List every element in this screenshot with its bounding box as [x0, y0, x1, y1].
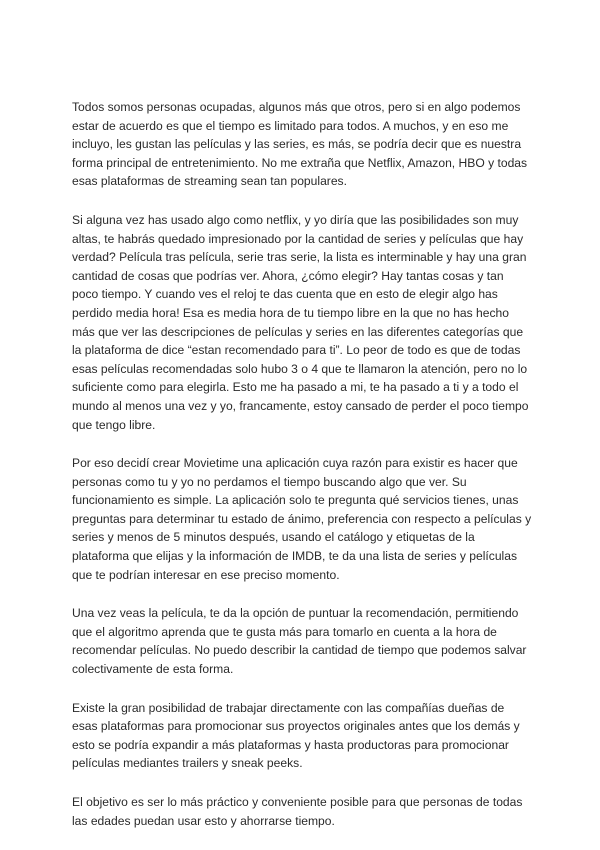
paragraph-partnerships: Existe la gran posibilidad de trabajar directamente con las compañías dueñas de esas plataformas para promocionar sus proyectos originales antes que los demás y esto se podría expandir a más plataformas y hasta productoras para promocionar películas mediantes trailers y sneak peeks. [72, 700, 520, 771]
paragraph-problem: Si alguna vez has usado algo como netflix, y yo diría que las posibilidades son muy altas, te habrás quedado impresionado por la cantidad de series y películas que hay verdad? Película tras película, serie tras serie, la lista es interminable y hay una gran cantidad de cosas que podrías ver. Ahora, ¿cómo elegir? Hay tantas cosas y tan poco tiempo. Y cuando ves el reloj te das cuenta que en esto de elegir algo has perdido media hora! Esa es media hora de tu tiempo libre en la que no has hecho más que ver las descripciones de películas y series en las diferentes categorías que la plataforma de dice “estan recomendado para ti”. Lo peor de todo es que de todas esas películas recomendadas solo hubo 3 o 4 que te llamaron la atención, pero no lo suficiente como para elegirla. Esto me ha pasado a mi, te ha pasado a ti y a todo el mundo al menos una vez y yo, francamente, estoy cansado de perder el poco tiempo que tengo libre. [72, 212, 529, 432]
paragraph-feedback: Una vez veas la película, te da la opción de puntuar la recomendación, permitiendo que el algoritmo aprenda que te gusta más para tomarlo en cuenta a la hora de recomendar películas. No puedo describir la cantidad de tiempo que podemos salvar colectivamente de esta forma. [72, 606, 527, 677]
document-body [72, 98, 532, 850]
paragraph-objective: El objetivo es ser lo más práctico y conveniente posible para que personas de todas las edades puedan usar esto y ahorrarse tiempo. [72, 795, 523, 828]
paragraph-solution: Por eso decidí crear Movietime una aplicación cuya razón para existir es hacer que personas como tu y yo no perdamos el tiempo buscando algo que ver. Su funcionamiento es simple. La aplicación solo te pregunta qué servicios tienes, unas preguntas para determinar tu estado de ánimo, preferencia con respecto a películas y series y menos de 5 minutos después, usando el catálogo y etiquetas de la plataforma que elijas y la información de IMDB, te da una lista de series y películas que te podrían interesar en ese preciso momento. [72, 456, 532, 582]
paragraph-intro: Todos somos personas ocupadas, algunos más que otros, pero si en algo podemos estar de acuerdo es que el tiempo es limitado para todos. A muchos, y en eso me incluyo, les gustan las películas y las series, es más, se podría decir que es nuestra forma principal de entretenimiento. No me extraña que Netflix, Amazon, HBO y todas esas plataformas de streaming sean tan populares. [72, 100, 528, 189]
